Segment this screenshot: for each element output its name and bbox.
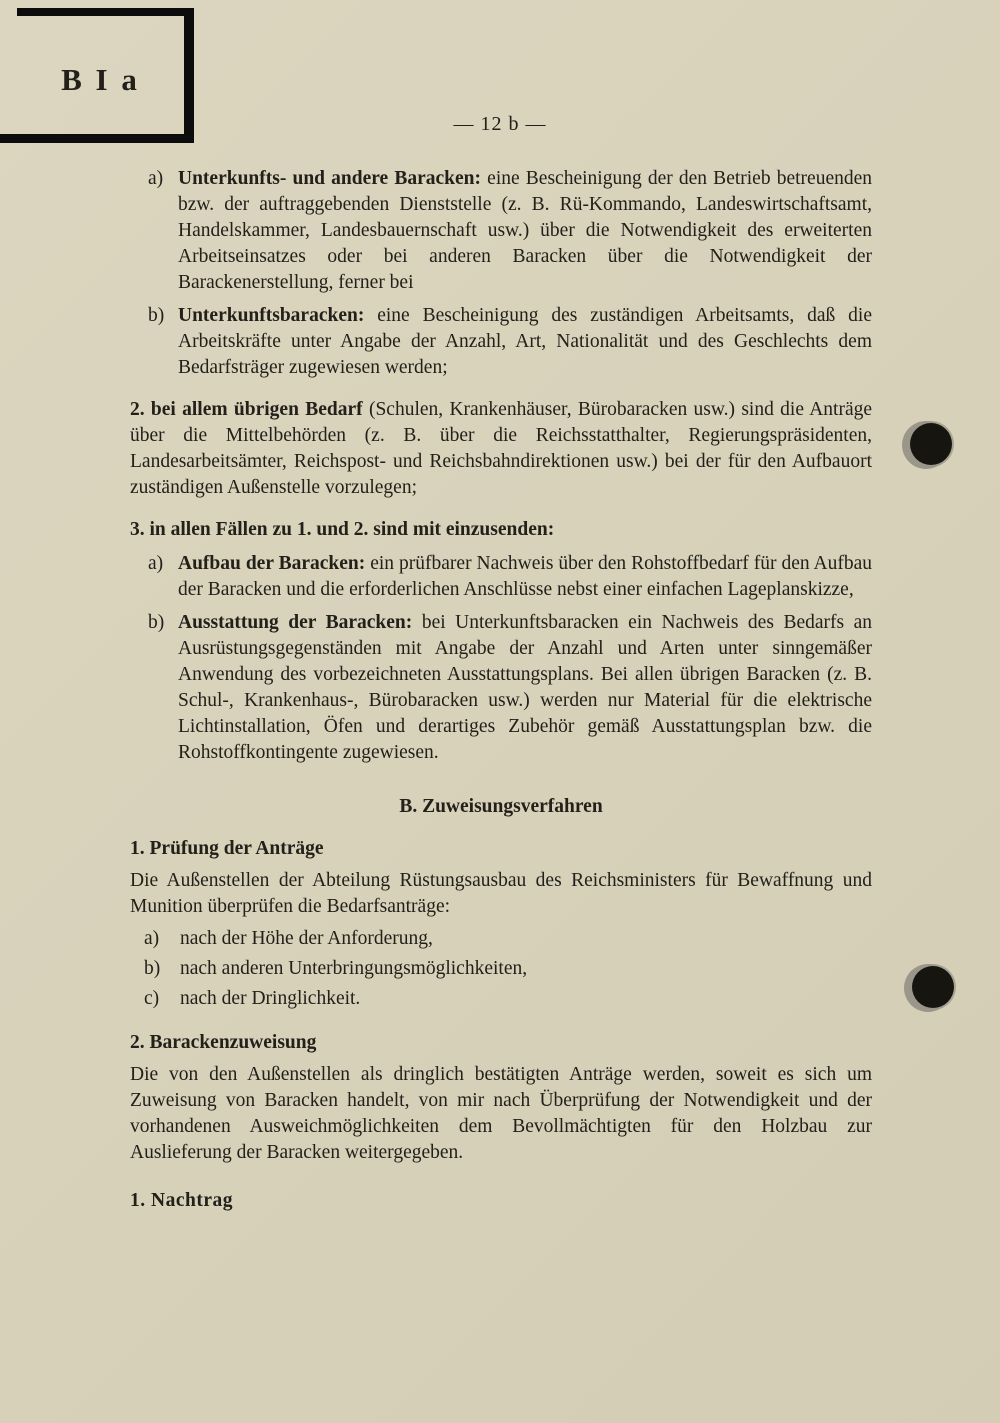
hole-punch-top bbox=[910, 423, 952, 465]
list-item-text: ein prüfbarer Nachweis über den Rohstoffbedarf für den Aufbau der Baracken und die erforderlichen Anschlüsse nebst einer einfachen Lageplanskizze, bbox=[178, 553, 873, 600]
page-number: — 12 b — bbox=[453, 113, 547, 135]
criteria-marker: a) bbox=[144, 928, 160, 949]
list-item-lead: Aufbau der Baracken: bbox=[178, 553, 366, 574]
list-item-3b bbox=[130, 610, 872, 766]
list-item-3a bbox=[130, 551, 872, 603]
criteria-marker: b) bbox=[144, 958, 161, 979]
list-item-marker: a) bbox=[148, 168, 164, 189]
subsection-2-heading: 2. Barackenzuweisung bbox=[130, 1032, 317, 1053]
document-body bbox=[130, 166, 872, 1214]
hole-punch-bottom bbox=[912, 966, 954, 1008]
criteria-item bbox=[130, 986, 872, 1012]
list-item-marker: b) bbox=[148, 612, 165, 633]
list-item-marker: a) bbox=[148, 553, 164, 574]
criteria-text: nach anderen Unterbringungsmöglichkeiten, bbox=[180, 958, 528, 979]
list-item-lead: Ausstattung der Baracken: bbox=[178, 612, 413, 633]
numbered-item-2 bbox=[130, 397, 872, 501]
numbered-item-lead: 2. bei allem übrigen Bedarf bbox=[130, 399, 363, 420]
criteria-text: nach der Dringlichkeit. bbox=[180, 988, 361, 1009]
criteria-item bbox=[130, 926, 872, 952]
criteria-item bbox=[130, 956, 872, 982]
list-item-a bbox=[130, 166, 872, 296]
numbered-item-3-heading: 3. in allen Fällen zu 1. und 2. sind mit einzusenden: bbox=[130, 519, 555, 540]
list-item-text: eine Bescheinigung der den Betrieb betreuenden bzw. der auftraggebenden Dienststelle (z. B. Rü-Kommando, Landeswirtschaftsamt, Handelskammer, Landesbauernschaft usw.) über die Notwendigkeit des erweiterten Arbeitseinsatzes oder bei anderen Baracken über die Notwendigkeit der Barackenerstellung, ferner bei bbox=[178, 168, 873, 293]
subsection-1-intro: Die Außenstellen der Abteilung Rüstungsausbau des Reichsministers für Bewaffnung und Munition überprüfen die Bedarfsanträge: bbox=[130, 870, 872, 917]
list-item-b bbox=[130, 303, 872, 381]
list-item-text: eine Bescheinigung des zuständigen Arbeitsamts, daß die Arbeitskräfte unter Angabe der Anzahl, Art, Nationalität und des Geschlechts dem Bedarfsträger zugewiesen werden; bbox=[178, 305, 872, 378]
tab-label: B I a bbox=[61, 62, 140, 97]
subsection-2-text: Die von den Außenstellen als dringlich bestätigten Anträge werden, soweit es sich um Zuweisung von Baracken handelt, von mir nach Überprüfung der Notwendigkeit und der vorhandenen Ausweichmöglichkeiten dem Bevollmächtigten für den Holzbau zur Auslieferung der Baracken weitergegeben. bbox=[130, 1064, 872, 1163]
criteria-text: nach der Höhe der Anforderung, bbox=[180, 928, 433, 949]
list-item-marker: b) bbox=[148, 305, 165, 326]
list-item-lead: Unterkunfts- und andere Baracken: bbox=[178, 168, 482, 189]
nachtrag-heading: 1. Nachtrag bbox=[130, 1190, 233, 1211]
section-b-heading: B. Zuweisungsverfahren bbox=[399, 796, 603, 817]
criteria-marker: c) bbox=[144, 988, 160, 1009]
list-item-lead: Unterkunftsbaracken: bbox=[178, 305, 365, 326]
subsection-1-heading: 1. Prüfung der Anträge bbox=[130, 838, 324, 859]
list-item-text: bei Unterkunftsbaracken ein Nachweis des Bedarfs an Ausrüstungsgegenständen mit Angabe der Anzahl und Arten unter sinngemäßer Anwendung des vorbezeichneten Ausstattungsplans. Bei allen übrigen Baracken (z. B. Schul-, Krankenhaus-, Bürobaracken usw.) werden nur Material für die elektrische Lichtinstallation, Öfen und derartiges Zubehör gemäß Ausstattungsplan bzw. die Rohstoffkontingente zugewiesen. bbox=[178, 612, 873, 763]
numbered-item-text: (Schulen, Krankenhäuser, Bürobaracken usw.) sind die Anträge über die Mittelbehörden (z. B. über die Reichsstatthalter, Regierungspräsidenten, Landesarbeitsämter, Reichspost- und Reichsbahndirektionen usw.) bei der für den Aufbauort zuständigen Außenstelle vorzulegen; bbox=[130, 399, 873, 498]
